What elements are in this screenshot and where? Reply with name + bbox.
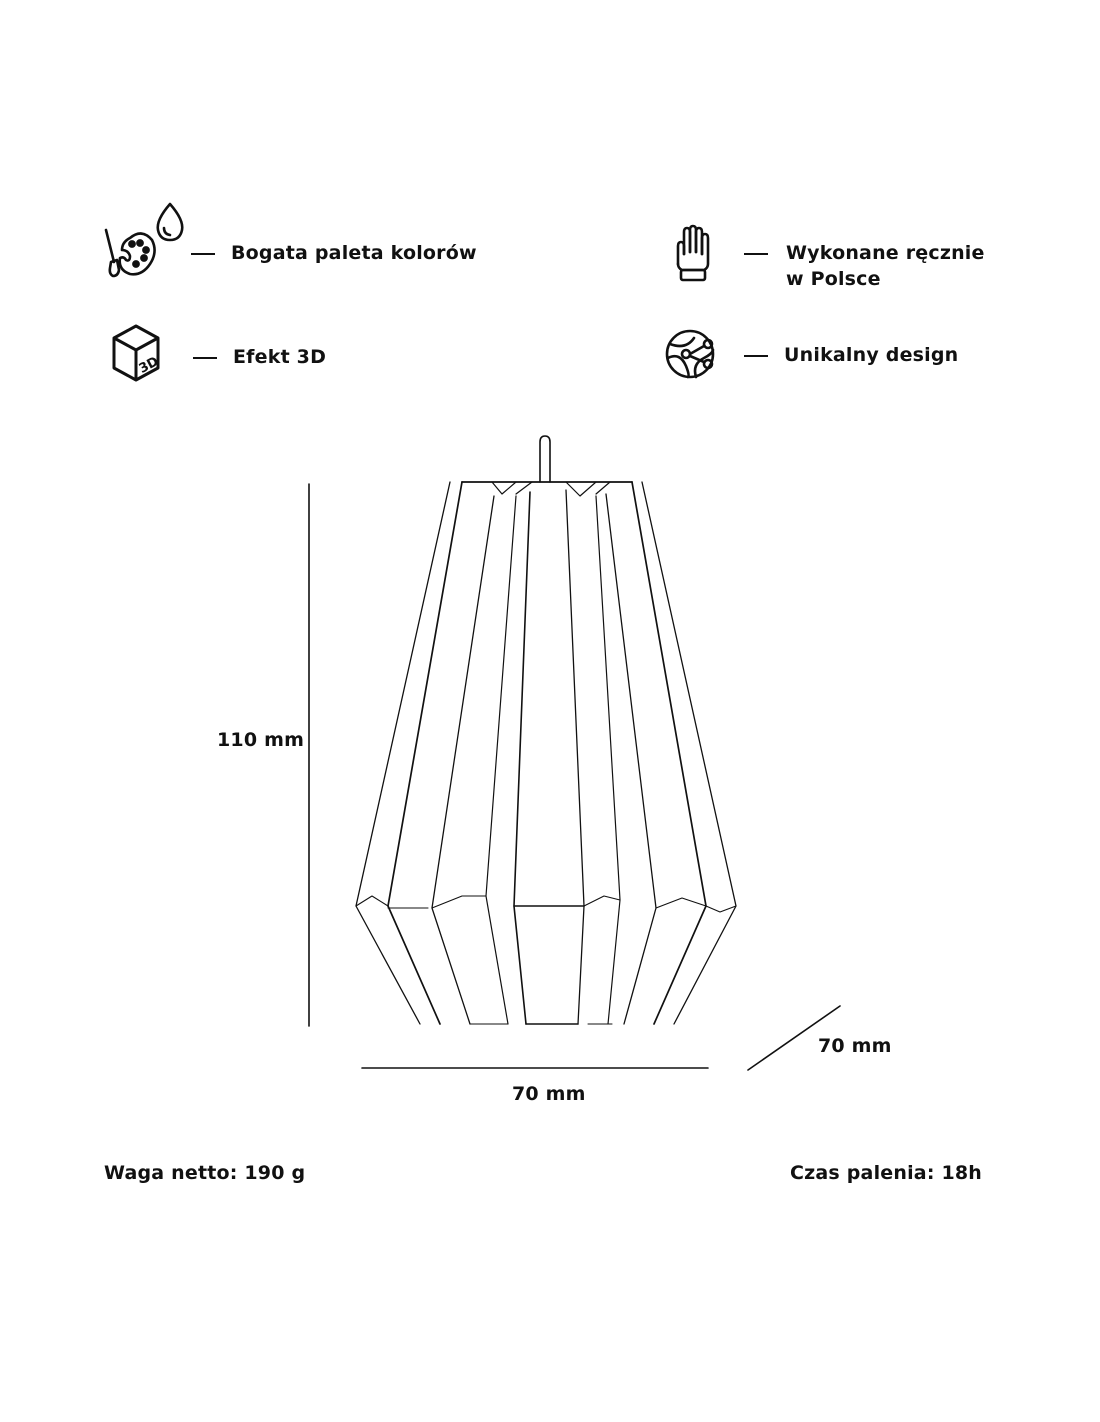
dimension-height: 110 mm [217, 729, 305, 751]
feature-text-line-2: w Polsce [786, 268, 881, 290]
cube-badge: 3D [136, 354, 162, 377]
feature-text: Bogata paleta kolorów [231, 242, 477, 264]
spec-weight: Waga netto: 190 g [104, 1162, 306, 1184]
dimension-width: 70 mm [512, 1083, 586, 1105]
feature-text-line-1: Wykonane ręcznie [786, 242, 985, 264]
dimension-depth: 70 mm [818, 1035, 892, 1057]
spec-burn-time: Czas palenia: 18h [790, 1162, 983, 1184]
feature-text: Efekt 3D [233, 346, 327, 368]
feature-text: Unikalny design [784, 344, 959, 366]
